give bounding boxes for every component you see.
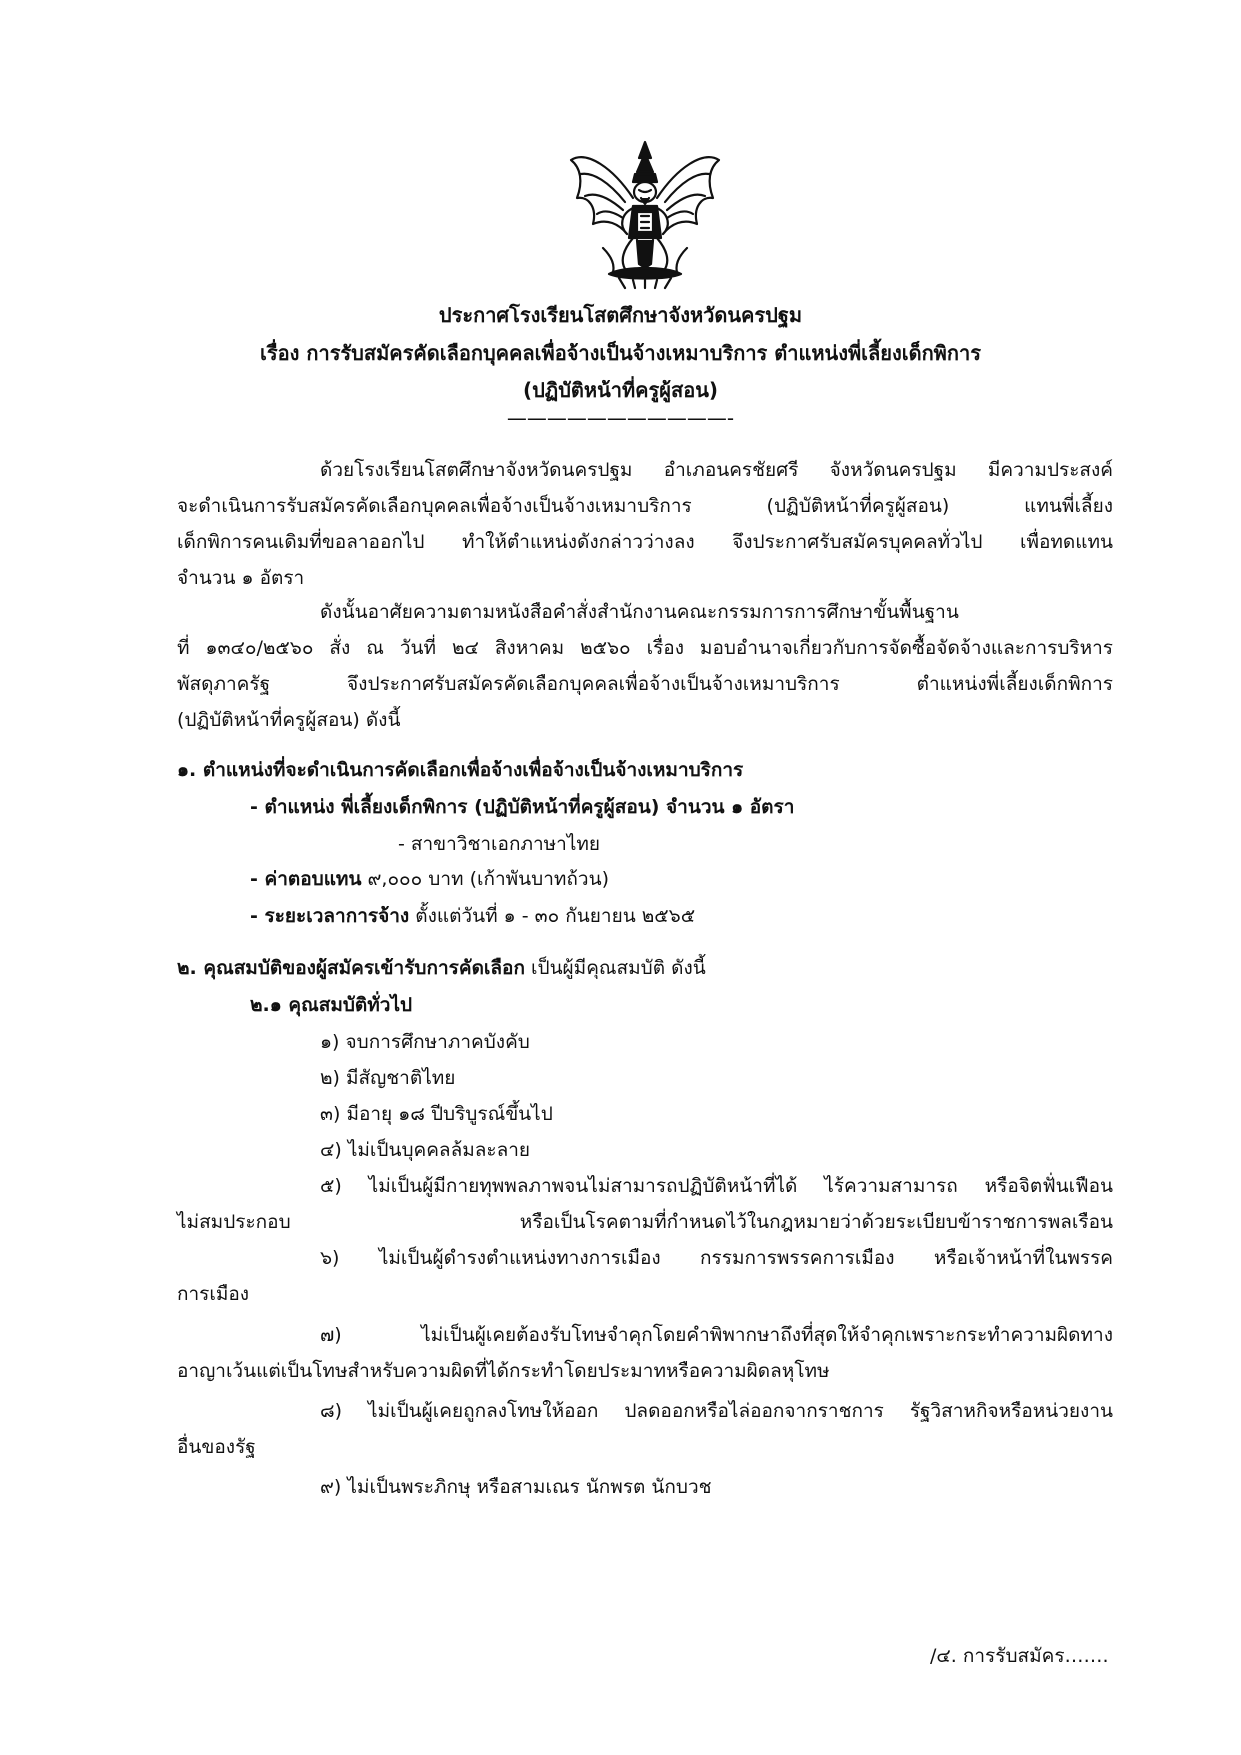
period-value: ตั้งแต่วันที่ ๑ - ๓๐ กันยายน ๒๕๖๕ — [409, 905, 696, 927]
qualification-item-9: ๙) ไม่เป็นพระภิกษุ หรือสามเณร นักพรต นักบวช — [320, 1476, 712, 1498]
qualification-item-5-cont: ไม่สมประกอบ หรือเป็นโรคตามที่กำหนดไว้ในกฎหมายว่าด้วยระเบียบข้าราชการพลเรือน — [177, 1211, 1113, 1233]
section-2-1-heading: ๒.๑ คุณสมบัติทั่วไป — [250, 994, 413, 1016]
qualification-item-5: ๕) ไม่เป็นผู้มีกายทุพพลภาพจนไม่สามารถปฏิบัติหน้าที่ได้ ไร้ความสามารถ หรือจิตฟั่นเฟือน — [320, 1175, 1113, 1197]
qualification-item-3: ๓) มีอายุ ๑๘ ปีบริบูรณ์ขึ้นไป — [320, 1103, 553, 1125]
pay-value: ๙,๐๐๐ บาท (เก้าพันบาทถ้วน) — [361, 868, 609, 890]
paragraph-1-line-2: จะดำเนินการรับสมัครคัดเลือกบุคคลเพื่อจ้างเป็นจ้างเหมาบริการ (ปฏิบัติหน้าที่ครูผู้สอน) แทนพี่เลี้ยง — [177, 495, 1113, 517]
announcement-subtitle: (ปฏิบัติหน้าที่ครูผู้สอน) — [522, 378, 719, 402]
garuda-emblem-icon — [563, 138, 727, 290]
qualification-item-1: ๑) จบการศึกษาภาคบังคับ — [320, 1031, 530, 1053]
paragraph-1-line-1: ด้วยโรงเรียนโสตศึกษาจังหวัดนครปฐม อำเภอนครชัยศรี จังหวัดนครปฐม มีความประสงค์ — [320, 459, 1113, 481]
section-2-heading-rest: เป็นผู้มีคุณสมบัติ ดังนี้ — [524, 957, 706, 979]
section-2-heading — [177, 954, 1113, 982]
section-1-major: - สาขาวิชาเอกภาษาไทย — [398, 833, 601, 855]
paragraph-2-line-2: ที่ ๑๓๔๐/๒๕๖๐ สั่ง ณ วันที่ ๒๔ สิงหาคม ๒๕๖๐ เรื่อง มอบอำนาจเกี่ยวกับการจัดซื้อจัดจ้างและการบริหาร — [177, 637, 1113, 659]
section-2-heading-bold: ๒. คุณสมบัติของผู้สมัครเข้ารับการคัดเลือก — [177, 957, 525, 979]
qualification-item-2: ๒) มีสัญชาติไทย — [320, 1067, 456, 1089]
header-divider: ———————————- — [506, 406, 735, 430]
qualification-item-4: ๔) ไม่เป็นบุคคลล้มละลาย — [320, 1139, 531, 1161]
qualification-item-6: ๖) ไม่เป็นผู้ดำรงตำแหน่งทางการเมือง กรรมการพรรคการเมือง หรือเจ้าหน้าที่ในพรรค — [320, 1247, 1113, 1269]
section-1-heading: ๑. ตำแหน่งที่จะดำเนินการคัดเลือกเพื่อจ้างเพื่อจ้างเป็นจ้างเหมาบริการ — [177, 759, 744, 781]
qualification-item-8: ๘) ไม่เป็นผู้เคยถูกลงโทษให้ออก ปลดออกหรือไล่ออกจากราชการ รัฐวิสาหกิจหรือหน่วยงาน — [320, 1400, 1113, 1422]
continued-footer: /๔. การรับสมัคร……. — [930, 1645, 1109, 1667]
section-1-position: - ตำแหน่ง พี่เลี้ยงเด็กพิการ (ปฏิบัติหน้าที่ครูผู้สอน) จำนวน ๑ อัตรา — [250, 796, 795, 818]
paragraph-2-line-4: (ปฏิบัติหน้าที่ครูผู้สอน) ดังนี้ — [177, 709, 401, 731]
announcement-subject: เรื่อง การรับสมัครคัดเลือกบุคคลเพื่อจ้างเป็นจ้างเหมาบริการ ตำแหน่งพี่เลี้ยงเด็กพิการ — [260, 341, 981, 365]
paragraph-2-line-3: พัสดุภาครัฐ จึงประกาศรับสมัครคัดเลือกบุคคลเพื่อจ้างเป็นจ้างเหมาบริการ ตำแหน่งพี่เลี้ยงเด็กพิการ — [177, 673, 1113, 695]
qualification-item-7: ๗) ไม่เป็นผู้เคยต้องรับโทษจำคุกโดยคำพิพากษาถึงที่สุดให้จำคุกเพราะกระทำความผิดทาง — [320, 1324, 1113, 1346]
section-1-pay — [250, 865, 1113, 893]
pay-label: - ค่าตอบแทน — [250, 868, 362, 890]
paragraph-1-line-3: เด็กพิการคนเดิมที่ขอลาออกไป ทำให้ตำแหน่งดังกล่าวว่างลง จึงประกาศรับสมัครบุคคลทั่วไป เพื่อทดแทน — [177, 531, 1113, 553]
qualification-item-7-cont: อาญาเว้นแต่เป็นโทษสำหรับความผิดที่ได้กระทำโดยประมาทหรือความผิดลหุโทษ — [177, 1360, 830, 1382]
section-1-period — [250, 902, 1113, 930]
qualification-item-6-cont: การเมือง — [177, 1283, 250, 1305]
qualification-item-8-cont: อื่นของรัฐ — [177, 1436, 256, 1458]
period-label: - ระยะเวลาการจ้าง — [250, 905, 410, 927]
paragraph-2-line-1: ดังนั้นอาศัยความตามหนังสือคำสั่งสำนักงานคณะกรรมการการศึกษาขั้นพื้นฐาน — [320, 601, 959, 623]
paragraph-1-line-4: จำนวน ๑ อัตรา — [177, 567, 305, 589]
announcement-title: ประกาศโรงเรียนโสตศึกษาจังหวัดนครปฐม — [438, 303, 803, 327]
